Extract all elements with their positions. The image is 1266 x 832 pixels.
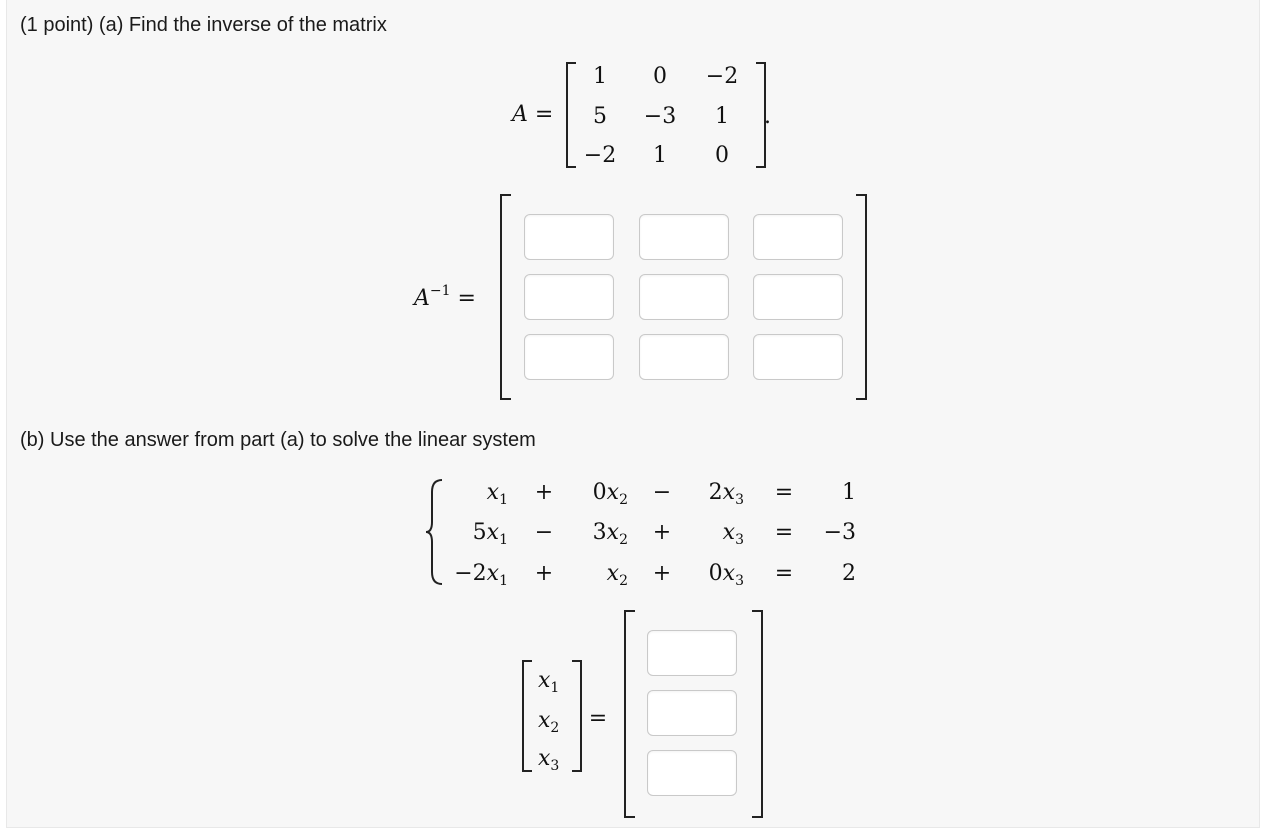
solution-input-x2[interactable] xyxy=(647,690,737,736)
inverse-right-bracket xyxy=(856,194,867,400)
matrix-a-cell: −3 xyxy=(643,104,677,129)
var-x3: $x_3$ xyxy=(538,746,560,774)
matrix-a-label: A = xyxy=(512,102,554,127)
matrix-a-cell: 0 xyxy=(715,143,729,168)
part-a-prompt: (1 point) (a) Find the inverse of the matrix xyxy=(20,14,387,36)
matrix-a-cell: 0 xyxy=(653,64,667,89)
var-x2: $x_2$ xyxy=(538,708,560,736)
matrix-a-cell: −2 xyxy=(705,64,739,89)
solution-left-bracket xyxy=(624,610,635,818)
inverse-input-r1c1[interactable] xyxy=(524,214,614,260)
part-b-prompt: (b) Use the answer from part (a) to solve the linear system xyxy=(20,429,536,451)
matrix-a-cell: 1 xyxy=(593,64,607,89)
var-vector-right-bracket xyxy=(572,660,582,772)
vector-equals: = xyxy=(588,706,608,731)
matrix-a-cell: 1 xyxy=(653,143,667,168)
solution-input-x1[interactable] xyxy=(647,630,737,676)
matrix-a-period: . xyxy=(764,104,771,129)
inverse-input-r3c2[interactable] xyxy=(639,334,729,380)
inverse-input-r2c3[interactable] xyxy=(753,274,843,320)
var-vector-left-bracket xyxy=(522,660,532,772)
matrix-a-cell: 1 xyxy=(715,104,729,129)
inverse-input-r1c3[interactable] xyxy=(753,214,843,260)
inverse-input-r2c1[interactable] xyxy=(524,274,614,320)
matrix-a-cell: 5 xyxy=(593,104,607,129)
inverse-input-r3c1[interactable] xyxy=(524,334,614,380)
inverse-input-r3c3[interactable] xyxy=(753,334,843,380)
solution-input-x3[interactable] xyxy=(647,750,737,796)
inverse-input-r2c2[interactable] xyxy=(639,274,729,320)
matrix-a-cell: −2 xyxy=(583,143,617,168)
inverse-input-r1c2[interactable] xyxy=(639,214,729,260)
inverse-label: $A^{-1}$ = xyxy=(414,283,476,311)
var-x1: $x_1$ xyxy=(538,668,560,696)
solution-right-bracket xyxy=(752,610,763,818)
inverse-left-bracket xyxy=(500,194,511,400)
